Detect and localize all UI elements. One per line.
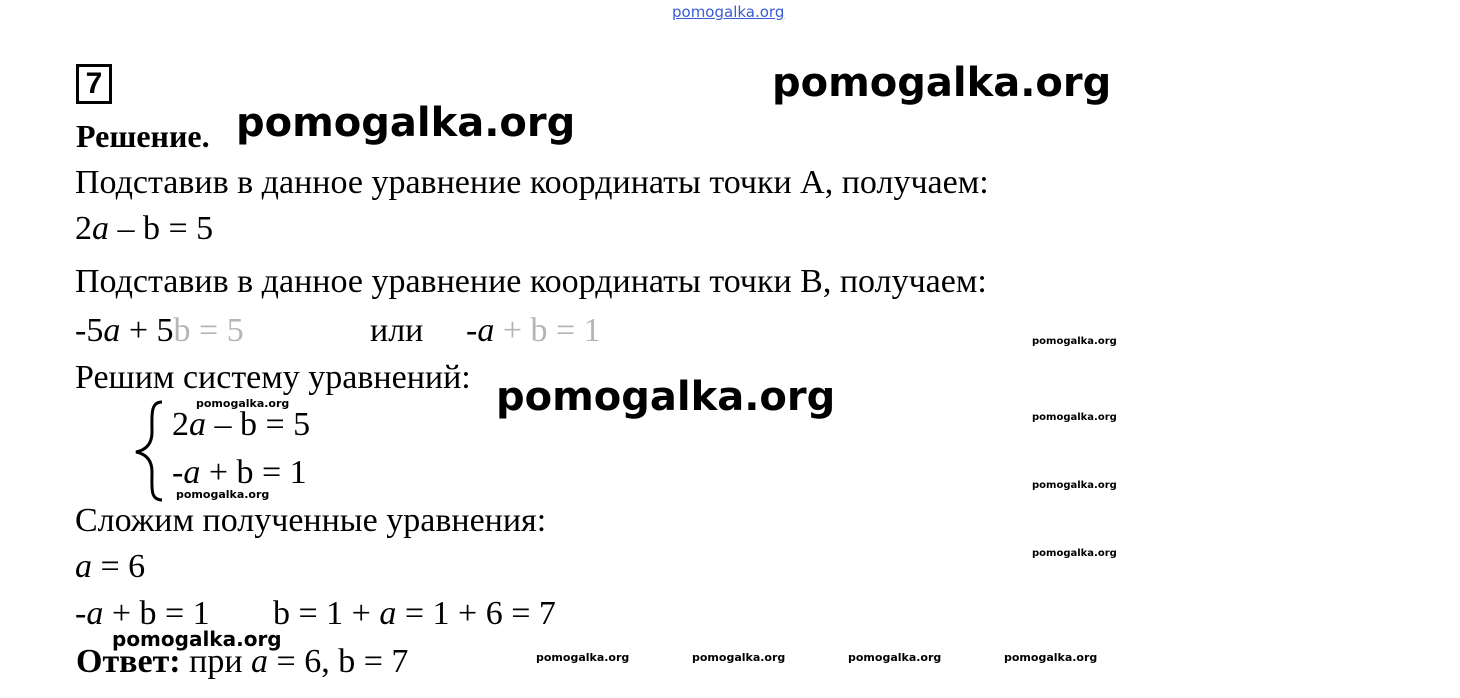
watermark-large: pomogalka.org — [772, 60, 1112, 106]
watermark-top: pomogalka.org — [672, 3, 785, 21]
watermark-large: pomogalka.org — [236, 100, 576, 146]
watermark-small: pomogalka.org — [1032, 412, 1117, 423]
watermark-small: pomogalka.org — [196, 397, 290, 410]
text-line: Подставив в данное уравнение координаты точки А, получаем: — [75, 164, 989, 201]
watermark-small: pomogalka.org — [848, 651, 942, 664]
watermark-medium: pomogalka.org — [112, 627, 282, 651]
text-or: или — [370, 312, 424, 349]
system-equation: 2a – b = 5 — [172, 406, 311, 443]
text-line: Решим систему уравнений: — [75, 359, 471, 396]
watermark-small: pomogalka.org — [536, 651, 630, 664]
equation-line: a = 6 — [75, 548, 146, 585]
text-line: Сложим полученные уравнения: — [75, 502, 547, 539]
answer-line: Ответ: при a = 6, b = 7 — [76, 643, 409, 680]
solution-heading: Решение. — [76, 118, 210, 154]
watermark-small: pomogalka.org — [1032, 336, 1117, 347]
system-equation: -a + b = 1 — [172, 454, 307, 491]
equation-line: -5a + 5b = 5 — [75, 312, 244, 349]
watermark-large: pomogalka.org — [496, 374, 836, 420]
answer-label: Ответ: — [76, 643, 181, 680]
equation-line: -a + b = 1 — [75, 595, 210, 632]
watermark-small: pomogalka.org — [176, 488, 270, 501]
watermark-small: pomogalka.org — [1004, 651, 1098, 664]
watermark-small: pomogalka.org — [692, 651, 786, 664]
text-line: Подставив в данное уравнение координаты точки В, получаем: — [75, 263, 987, 300]
equation-line: b = 1 + a = 1 + 6 = 7 — [273, 595, 556, 632]
system-brace — [128, 396, 168, 504]
watermark-small: pomogalka.org — [1032, 480, 1117, 491]
equation-line: -a + b = 1 — [466, 312, 601, 349]
watermark-small: pomogalka.org — [1032, 548, 1117, 559]
problem-number: 7 — [76, 64, 112, 104]
equation-line: 2a – b = 5 — [75, 210, 214, 247]
